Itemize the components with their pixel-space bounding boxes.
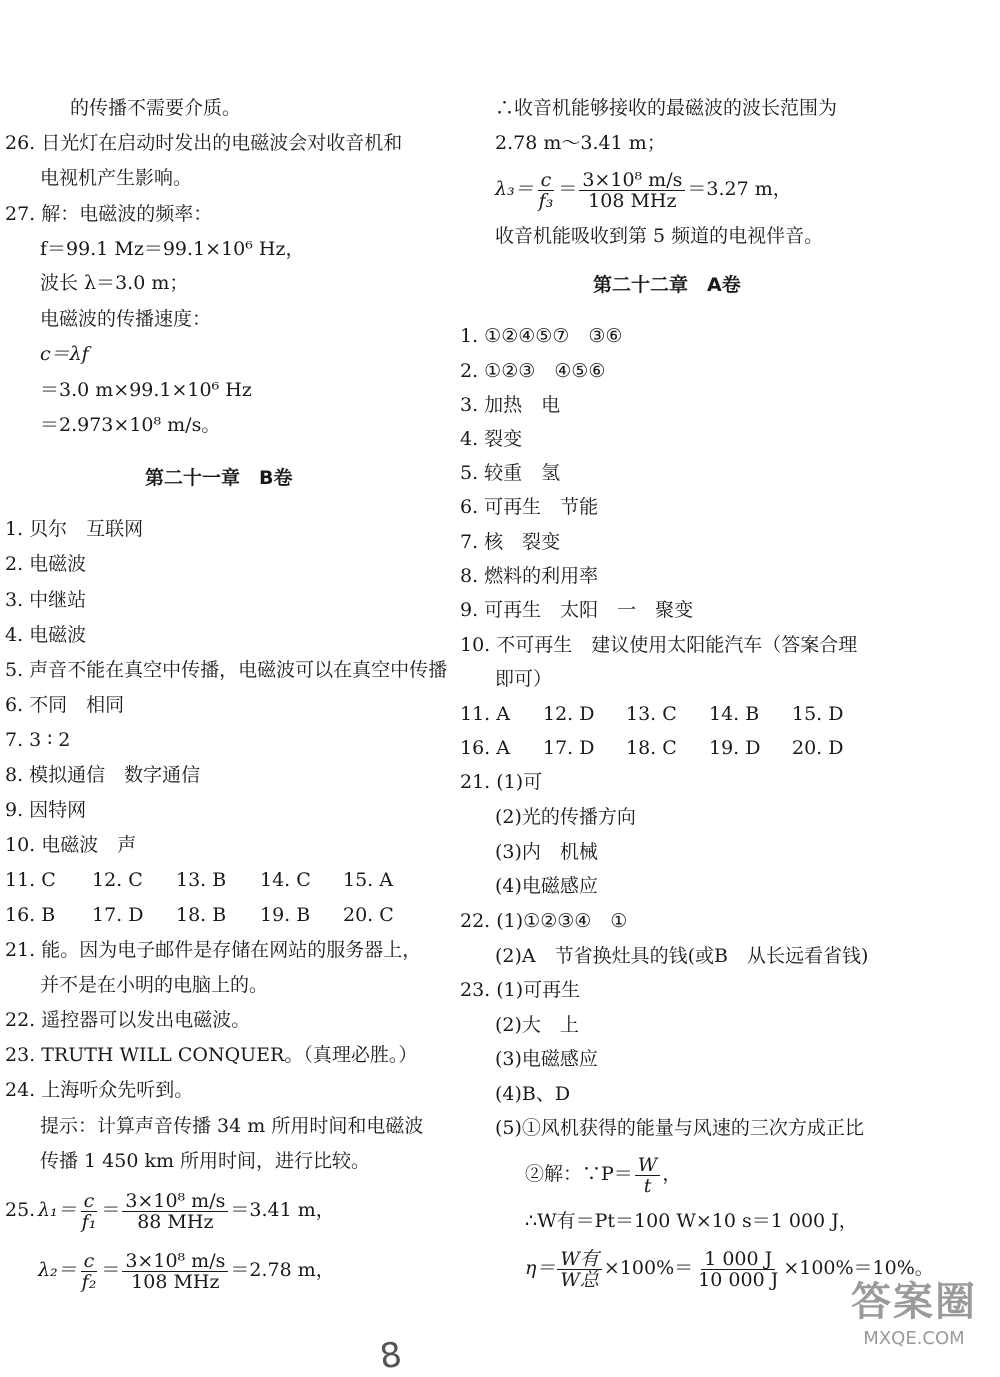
list-item: 1. ①②④⑤⑦ ③⑥ (460, 325, 623, 347)
denominator: 88 MHz (137, 1210, 214, 1233)
page-number: 8 (377, 1334, 405, 1377)
fraction (122, 1191, 228, 1232)
numerator: W (635, 1155, 661, 1176)
list-item: 8. 模拟通信 数字通信 (5, 764, 201, 786)
list-item: 9. 因特网 (5, 799, 87, 821)
mc-answer: 15. A (343, 869, 393, 891)
text-line: (3)内 机械 (495, 841, 598, 863)
mc-answer: 15. D (792, 703, 844, 725)
text-line: 并不是在小明的电脑上的。 (40, 974, 269, 996)
text-line: ∴收音机能够接收的最磁波的波长范围为 (495, 97, 838, 119)
list-item: 6. 不同 相同 (5, 694, 125, 716)
text-line: (5)①风机获得的能量与风速的三次方成正比 (495, 1117, 864, 1139)
text-line: 电视机产生影响。 (40, 167, 193, 189)
text-line: 波长 λ＝3.0 m； (40, 272, 189, 294)
section-heading: 第二十一章 B卷 (145, 467, 293, 489)
list-item: 2. ①②③ ④⑤⑥ (460, 360, 606, 382)
formula-lhs: ②解：∵P＝ (525, 1163, 633, 1185)
numerator: 3×10⁸ m/s (122, 1251, 228, 1272)
text-line: 电磁波的传播速度： (40, 308, 212, 330)
answer-23: 23. TRUTH WILL CONQUER。（真理必胜。） (5, 1044, 418, 1066)
fraction (536, 170, 557, 211)
mc-answer: 11. C (5, 869, 56, 891)
answer-21: 21. 能。因为电子邮件是存储在网站的服务器上， (5, 939, 422, 961)
list-item: 3. 中继站 (5, 589, 87, 611)
text-line: 2.78 m～3.41 m； (495, 132, 666, 154)
list-item: 5. 声音不能在真空中传播，电磁波可以在真空中传播 (5, 659, 448, 681)
formula-lhs: λ₃＝ (495, 178, 534, 200)
list-item: 6. 可再生 节能 (460, 496, 599, 518)
mc-answer: 18. B (176, 904, 227, 926)
text-line: 即可） (495, 668, 553, 690)
mc-answer: 12. C (92, 869, 143, 891)
numerator: W有 (557, 1249, 602, 1270)
answer-21: 21. (1)可 (460, 771, 543, 793)
numerator: c (81, 1191, 98, 1212)
denominator: f₃ (538, 189, 554, 212)
denominator: W总 (560, 1268, 599, 1291)
text-line: (2)光的传播方向 (495, 806, 636, 828)
list-item: 10. 不可再生 建议使用太阳能汽车（答案合理 (460, 634, 858, 656)
answer-26: 26. 日光灯在启动时发出的电磁波会对收音机和 (5, 132, 403, 154)
mc-answer: 14. C (260, 869, 311, 891)
mc-answer: 16. B (5, 904, 56, 926)
denominator: f₁ (81, 1210, 97, 1233)
fraction (79, 1191, 100, 1232)
watermark-logo (834, 1277, 994, 1363)
watermark-url: MXQE.COM (863, 1328, 965, 1349)
numerator: 1 000 J (701, 1249, 775, 1270)
hint-line: 传播 1 450 km 所用时间，进行比较。 (40, 1150, 371, 1172)
mc-answer: 17. D (92, 904, 144, 926)
formula-result: ＝2.78 m， (230, 1259, 335, 1281)
mc-answer: 20. D (792, 737, 844, 759)
answer-27: 27. 解：电磁波的频率： (5, 203, 213, 225)
formula-end: ， (662, 1163, 682, 1185)
hint-line: 提示：计算声音传播 34 m 所用时间和电磁波 (40, 1115, 424, 1137)
text-line: (2)大 上 (495, 1014, 579, 1036)
answer-22: 22. (1)①②③④ ① (460, 910, 628, 932)
answer-24: 24. 上海听众先听到。 (5, 1079, 194, 1101)
formula-work: ∴W有＝Pt＝100 W×10 s＝1 000 J， (525, 1210, 858, 1232)
list-item: 7. 3 ∶ 2 (5, 729, 71, 751)
numerator: c (81, 1251, 98, 1272)
numerator: 3×10⁸ m/s (579, 170, 685, 191)
mc-answer: 12. D (543, 703, 595, 725)
denominator: 10 000 J (698, 1268, 779, 1291)
mc-answer: 20. C (343, 904, 394, 926)
mc-answer: 13. B (176, 869, 227, 891)
mc-answer: 19. D (709, 737, 761, 759)
fraction (635, 1155, 661, 1196)
formula-mid: ×100%＝ (603, 1257, 694, 1279)
list-item: 4. 裂变 (460, 428, 523, 450)
answer-22: 22. 遥控器可以发出电磁波。 (5, 1009, 251, 1031)
formula-result: ×100%＝10%。 (783, 1257, 934, 1279)
list-item: 2. 电磁波 (5, 553, 87, 575)
text-line: 的传播不需要介质。 (70, 97, 242, 119)
mc-answer: 16. A (460, 737, 510, 759)
denominator: f₂ (81, 1270, 97, 1293)
list-item: 3. 加热 电 (460, 394, 561, 416)
text-line: ＝2.973×10⁸ m/s。 (40, 414, 221, 436)
list-item: 10. 电磁波 声 (5, 834, 137, 856)
denominator: t (643, 1174, 652, 1197)
list-item: 7. 核 裂变 (460, 531, 561, 553)
numerator: 3×10⁸ m/s (122, 1191, 228, 1212)
denominator: 108 MHz (131, 1270, 220, 1293)
answer-25: 25. (5, 1199, 36, 1221)
mc-answer: 14. B (709, 703, 760, 725)
formula-lhs: λ₂＝ (38, 1259, 77, 1281)
denominator: 108 MHz (588, 189, 677, 212)
formula-result: ＝3.27 m， (687, 178, 792, 200)
list-item: 1. 贝尔 互联网 (5, 518, 144, 540)
list-item: 8. 燃料的利用率 (460, 565, 599, 587)
list-item: 4. 电磁波 (5, 624, 87, 646)
text-line: f＝99.1 Mz＝99.1×10⁶ Hz， (40, 238, 305, 260)
answer-23: 23. (1)可再生 (460, 979, 581, 1001)
watermark-text: 答案圈 (851, 1279, 977, 1325)
formula-lambda2: λ₂＝ $\frac{c}{\text{f₂}}$ ＝ $\frac{\text{3×10⁸ m/s}}{\text{108 MHz}}$ ＝2.78 m， (38, 1249, 335, 1293)
fraction (579, 170, 685, 211)
text-line: 收音机能吸收到第 5 频道的电视伴音。 (495, 225, 824, 247)
text-line: (4)电磁感应 (495, 875, 598, 897)
formula-lhs: λ₁＝ (38, 1199, 77, 1221)
text-line: (2)A 节省换灶具的钱(或B 从长远看省钱) (495, 945, 869, 967)
mc-answer: 13. C (626, 703, 677, 725)
formula-lhs: η＝ (525, 1257, 556, 1279)
fraction (695, 1249, 781, 1290)
text-line: c＝λf (40, 343, 89, 365)
mc-answer: 18. C (626, 737, 677, 759)
mc-answer: 19. B (260, 904, 311, 926)
text-line: (3)电磁感应 (495, 1048, 598, 1070)
text-line: ＝3.0 m×99.1×10⁶ Hz (40, 379, 252, 401)
fraction (122, 1251, 228, 1292)
formula-result: ＝3.41 m， (230, 1199, 335, 1221)
formula-lambda1: λ₁＝ $\frac{c}{\text{f₁}}$ ＝ $\frac{\text{3×10⁸ m/s}}{\text{88 MHz}}$ ＝3.41 m， (38, 1189, 335, 1233)
list-item: 9. 可再生 太阳 一 聚变 (460, 599, 694, 621)
fraction (79, 1251, 100, 1292)
list-item: 5. 较重 氢 (460, 462, 561, 484)
numerator: c (538, 170, 555, 191)
section-heading: 第二十二章 A卷 (593, 274, 741, 296)
mc-answer: 17. D (543, 737, 595, 759)
formula-lambda3: λ₃＝ $\frac{c}{\text{f₃}}$ ＝ $\frac{\text{3×10⁸ m/s}}{\text{108 MHz}}$ ＝3.27 m， (495, 168, 792, 212)
fraction (557, 1249, 602, 1290)
mc-answer: 11. A (460, 703, 510, 725)
text-line: (4)B、D (495, 1083, 571, 1105)
formula-power (525, 1150, 681, 1198)
